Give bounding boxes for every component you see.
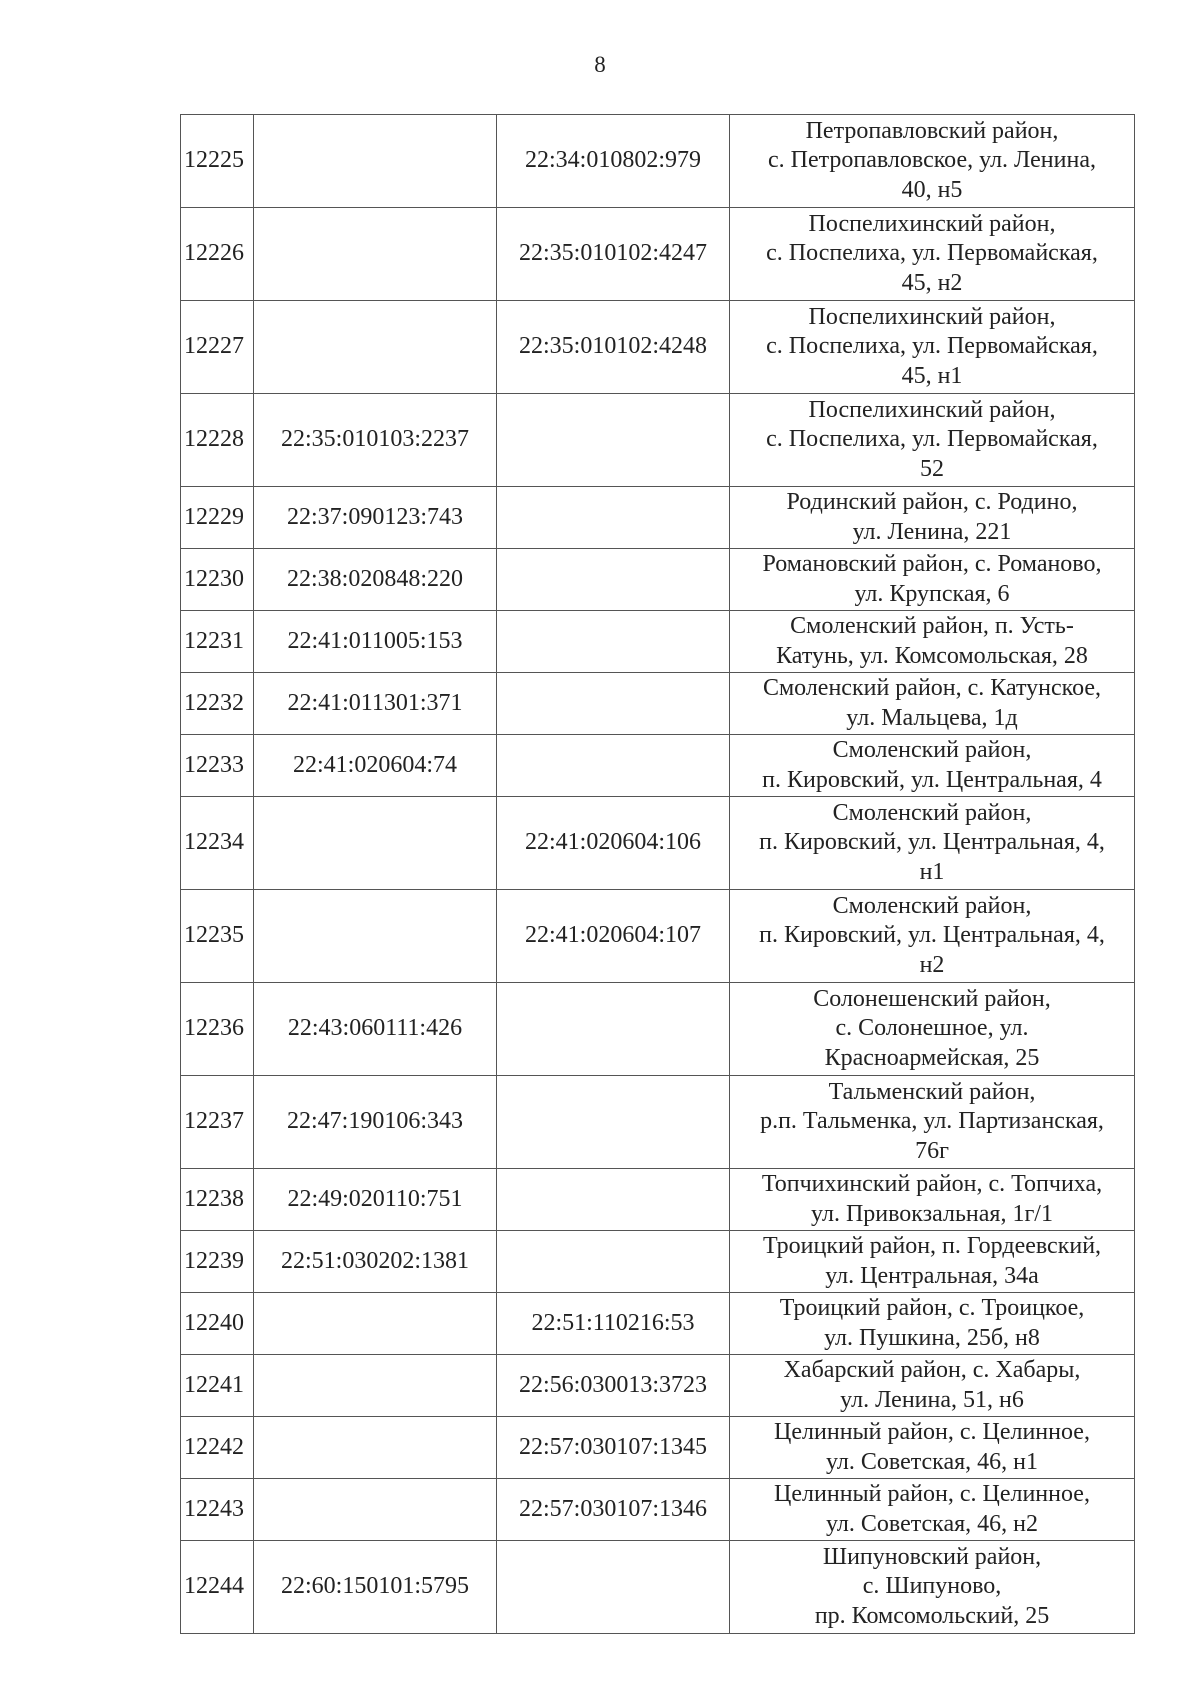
- land-cadastral-number-cell: 22:43:060111:426: [254, 983, 497, 1076]
- row-number-cell: 12227: [181, 301, 254, 394]
- address-cell: Поспелихинский район, с. Поспелиха, ул. Первомайская, 52: [730, 394, 1135, 487]
- object-cadastral-number-cell: [497, 611, 730, 673]
- table-row: [181, 208, 1135, 301]
- table-row: [181, 890, 1135, 983]
- row-number-cell: 12240: [181, 1293, 254, 1355]
- land-cadastral-number-cell: 22:60:150101:5795: [254, 1541, 497, 1634]
- row-number-cell: 12237: [181, 1076, 254, 1169]
- land-cadastral-number-cell: 22:35:010103:2237: [254, 394, 497, 487]
- table-row: [181, 1169, 1135, 1231]
- object-cadastral-number-cell: 22:35:010102:4248: [497, 301, 730, 394]
- object-cadastral-number-cell: [497, 1169, 730, 1231]
- object-cadastral-number-cell: 22:56:030013:3723: [497, 1355, 730, 1417]
- object-cadastral-number-cell: [497, 394, 730, 487]
- row-number-cell: 12233: [181, 735, 254, 797]
- address-cell: Романовский район, с. Романово, ул. Крупская, 6: [730, 549, 1135, 611]
- table-row: [181, 1293, 1135, 1355]
- row-number-cell: 12228: [181, 394, 254, 487]
- address-cell: Целинный район, с. Целинное, ул. Советская, 46, н2: [730, 1479, 1135, 1541]
- row-number-cell: 12229: [181, 487, 254, 549]
- table-row: [181, 394, 1135, 487]
- land-cadastral-number-cell: 22:41:011301:371: [254, 673, 497, 735]
- address-cell: Топчихинский район, с. Топчиха, ул. Привокзальная, 1г/1: [730, 1169, 1135, 1231]
- land-cadastral-number-cell: 22:51:030202:1381: [254, 1231, 497, 1293]
- property-registry-table: [180, 114, 1135, 1634]
- object-cadastral-number-cell: 22:34:010802:979: [497, 115, 730, 208]
- object-cadastral-number-cell: 22:35:010102:4247: [497, 208, 730, 301]
- table-row: [181, 1417, 1135, 1479]
- table-row: [181, 797, 1135, 890]
- object-cadastral-number-cell: [497, 549, 730, 611]
- address-cell: Тальменский район, р.п. Тальменка, ул. Партизанская, 76г: [730, 1076, 1135, 1169]
- address-cell: Хабарский район, с. Хабары, ул. Ленина, 51, н6: [730, 1355, 1135, 1417]
- land-cadastral-number-cell: 22:47:190106:343: [254, 1076, 497, 1169]
- table-row: [181, 1541, 1135, 1634]
- land-cadastral-number-cell: 22:37:090123:743: [254, 487, 497, 549]
- object-cadastral-number-cell: [497, 1541, 730, 1634]
- table-row: [181, 1355, 1135, 1417]
- object-cadastral-number-cell: [497, 1076, 730, 1169]
- address-cell: Поспелихинский район, с. Поспелиха, ул. Первомайская, 45, н2: [730, 208, 1135, 301]
- row-number-cell: 12230: [181, 549, 254, 611]
- address-cell: Смоленский район, п. Кировский, ул. Центральная, 4: [730, 735, 1135, 797]
- table-row: [181, 487, 1135, 549]
- object-cadastral-number-cell: 22:41:020604:107: [497, 890, 730, 983]
- land-cadastral-number-cell: [254, 1293, 497, 1355]
- object-cadastral-number-cell: [497, 1231, 730, 1293]
- row-number-cell: 12243: [181, 1479, 254, 1541]
- land-cadastral-number-cell: [254, 797, 497, 890]
- table-row: [181, 611, 1135, 673]
- land-cadastral-number-cell: [254, 1479, 497, 1541]
- row-number-cell: 12236: [181, 983, 254, 1076]
- land-cadastral-number-cell: 22:41:020604:74: [254, 735, 497, 797]
- address-cell: Поспелихинский район, с. Поспелиха, ул. Первомайская, 45, н1: [730, 301, 1135, 394]
- row-number-cell: 12226: [181, 208, 254, 301]
- address-cell: Солонешенский район, с. Солонешное, ул. Красноармейская, 25: [730, 983, 1135, 1076]
- table-row: [181, 673, 1135, 735]
- row-number-cell: 12238: [181, 1169, 254, 1231]
- land-cadastral-number-cell: 22:38:020848:220: [254, 549, 497, 611]
- object-cadastral-number-cell: [497, 983, 730, 1076]
- land-cadastral-number-cell: 22:49:020110:751: [254, 1169, 497, 1231]
- object-cadastral-number-cell: 22:41:020604:106: [497, 797, 730, 890]
- land-cadastral-number-cell: [254, 115, 497, 208]
- address-cell: Смоленский район, п. Кировский, ул. Центральная, 4, н1: [730, 797, 1135, 890]
- table-row: [181, 1076, 1135, 1169]
- object-cadastral-number-cell: 22:57:030107:1346: [497, 1479, 730, 1541]
- object-cadastral-number-cell: [497, 673, 730, 735]
- row-number-cell: 12239: [181, 1231, 254, 1293]
- row-number-cell: 12225: [181, 115, 254, 208]
- table-row: [181, 115, 1135, 208]
- row-number-cell: 12234: [181, 797, 254, 890]
- table-row: [181, 549, 1135, 611]
- address-cell: Петропавловский район, с. Петропавловское, ул. Ленина, 40, н5: [730, 115, 1135, 208]
- land-cadastral-number-cell: [254, 208, 497, 301]
- object-cadastral-number-cell: [497, 487, 730, 549]
- address-cell: Смоленский район, п. Усть- Катунь, ул. Комсомольская, 28: [730, 611, 1135, 673]
- address-cell: Целинный район, с. Целинное, ул. Советская, 46, н1: [730, 1417, 1135, 1479]
- object-cadastral-number-cell: 22:57:030107:1345: [497, 1417, 730, 1479]
- address-cell: Смоленский район, п. Кировский, ул. Центральная, 4, н2: [730, 890, 1135, 983]
- page-number: 8: [594, 52, 606, 77]
- row-number-cell: 12244: [181, 1541, 254, 1634]
- table-body: [181, 115, 1135, 1634]
- object-cadastral-number-cell: [497, 735, 730, 797]
- table-row: [181, 1231, 1135, 1293]
- address-cell: Троицкий район, с. Троицкое, ул. Пушкина, 25б, н8: [730, 1293, 1135, 1355]
- row-number-cell: 12241: [181, 1355, 254, 1417]
- land-cadastral-number-cell: 22:41:011005:153: [254, 611, 497, 673]
- address-cell: Троицкий район, п. Гордеевский, ул. Центральная, 34а: [730, 1231, 1135, 1293]
- table-row: [181, 983, 1135, 1076]
- table-row: [181, 301, 1135, 394]
- land-cadastral-number-cell: [254, 890, 497, 983]
- row-number-cell: 12235: [181, 890, 254, 983]
- table-row: [181, 1479, 1135, 1541]
- row-number-cell: 12242: [181, 1417, 254, 1479]
- row-number-cell: 12231: [181, 611, 254, 673]
- object-cadastral-number-cell: 22:51:110216:53: [497, 1293, 730, 1355]
- land-cadastral-number-cell: [254, 1355, 497, 1417]
- address-cell: Шипуновский район, с. Шипуново, пр. Комсомольский, 25: [730, 1541, 1135, 1634]
- address-cell: Смоленский район, с. Катунское, ул. Мальцева, 1д: [730, 673, 1135, 735]
- land-cadastral-number-cell: [254, 1417, 497, 1479]
- land-cadastral-number-cell: [254, 301, 497, 394]
- table-row: [181, 735, 1135, 797]
- address-cell: Родинский район, с. Родино, ул. Ленина, 221: [730, 487, 1135, 549]
- row-number-cell: 12232: [181, 673, 254, 735]
